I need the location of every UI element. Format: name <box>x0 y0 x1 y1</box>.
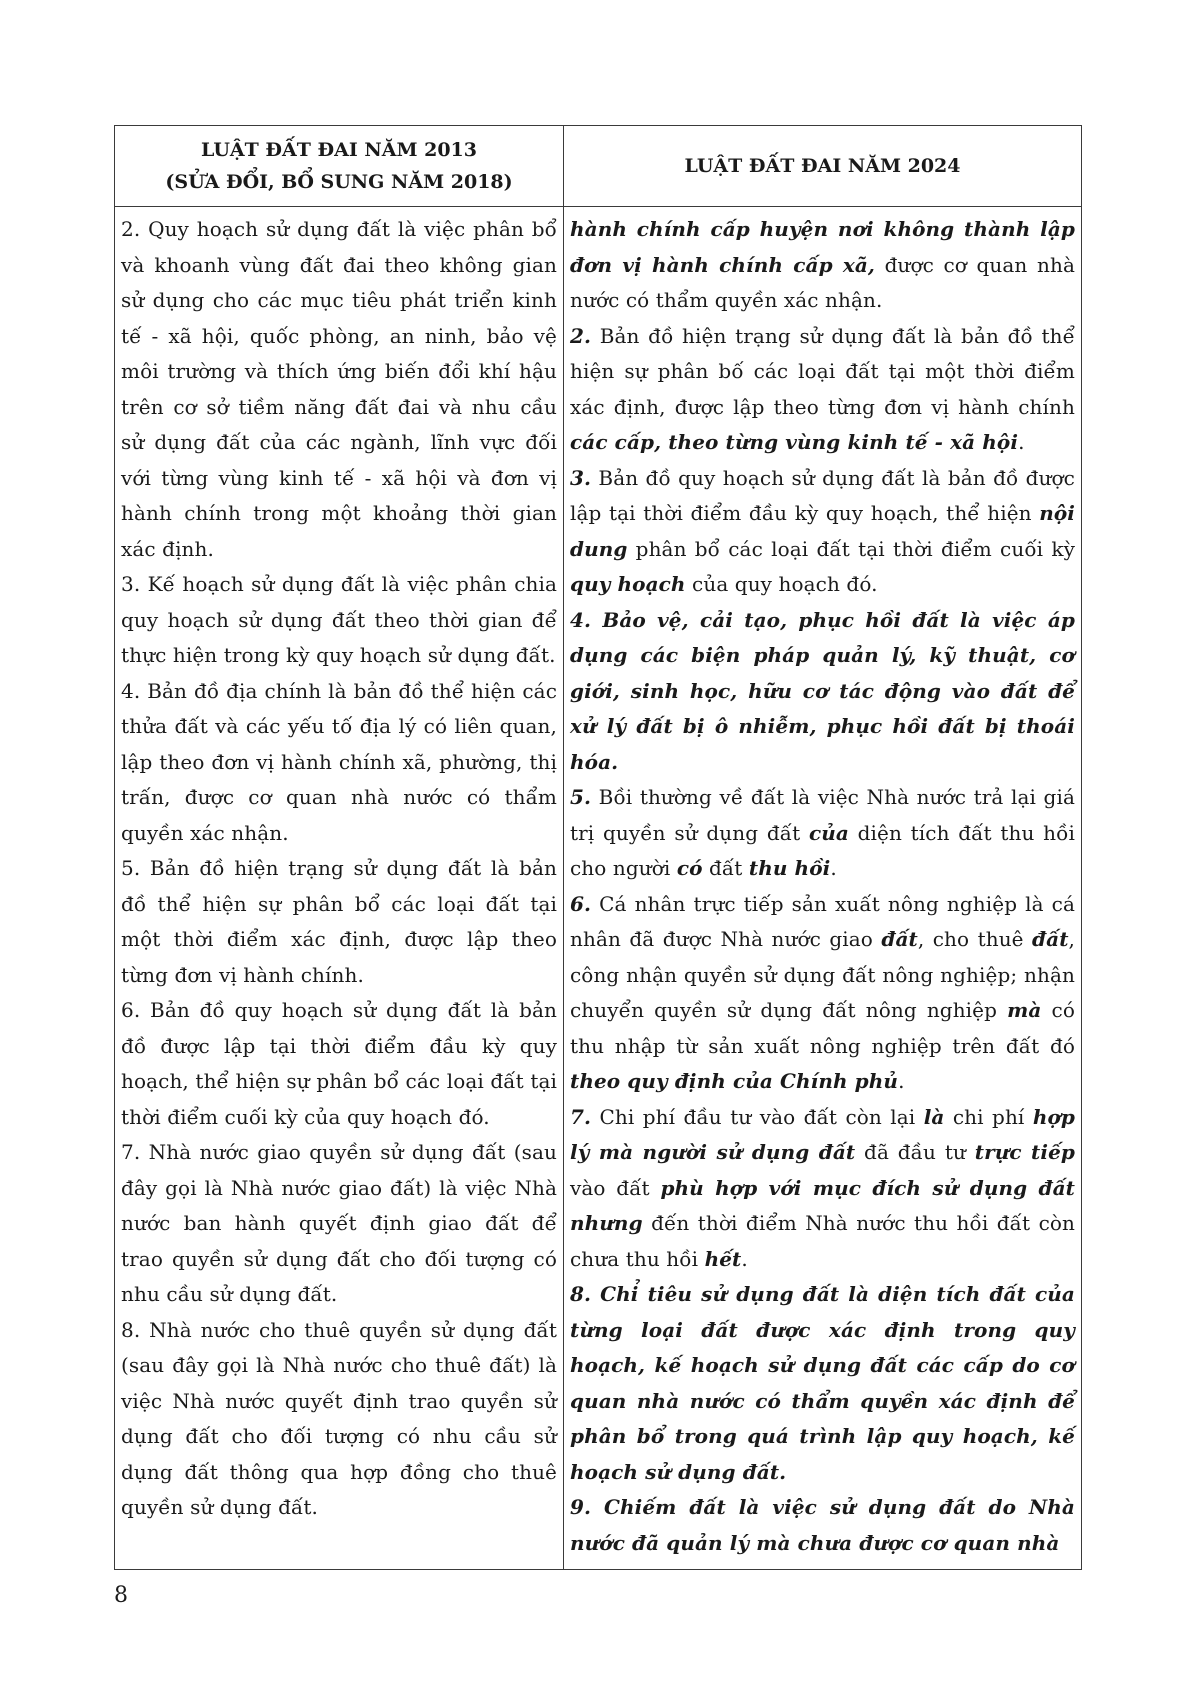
amended-text: quy hoạch <box>570 572 686 596</box>
paragraph-text: chi phí <box>944 1104 1033 1129</box>
law-2024-paragraph <box>570 1100 1075 1278</box>
amended-text: hết <box>704 1246 742 1271</box>
amended-text: 9. Chiếm đất là việc sử dụng đất do Nhà nước đã quản lý mà chưa được cơ quan nhà <box>570 1495 1075 1555</box>
law-2024-paragraph <box>570 780 1075 887</box>
law-2013-paragraph: 7. Nhà nước giao quyền sử dụng đất (sau đây gọi là Nhà nước giao đất) là việc Nhà nước ban hành quyết định giao đất để trao quyền sử dụng đất cho đối tượng có nhu cầu sử dụng đất. <box>121 1140 557 1306</box>
amended-text: trực tiếp <box>974 1140 1075 1164</box>
amended-text: phù hợp với mục đích sử dụng đất nhưng <box>570 1175 1076 1235</box>
paragraph-text: . <box>1018 430 1025 454</box>
amended-text: theo quy định của Chính phủ <box>570 1069 899 1093</box>
right-column-cell <box>564 207 1082 1570</box>
paragraph-text: Chi phí đầu tư vào đất còn lại <box>591 1104 924 1129</box>
paragraph-text: đến thời điểm Nhà nước thu hồi đất còn chưa thu hồi <box>570 1211 1075 1271</box>
law-2013-paragraph: 4. Bản đồ địa chính là bản đồ thể hiện các thửa đất và các yếu tố địa lý có liên quan, lập theo đơn vị hành chính xã, phường, thị trấn, được cơ quan nhà nước có thẩm quyền xác nhận. <box>121 678 557 845</box>
right-column-header <box>564 126 1082 207</box>
amended-text: hợp lý mà người sử dụng đất <box>570 1104 1075 1164</box>
amended-text: mà <box>1007 998 1042 1022</box>
left-header-title: LUẬT ĐẤT ĐAI NĂM 2013 <box>201 139 477 161</box>
paragraph-text: đất <box>702 856 749 880</box>
amended-text: thu hồi <box>748 856 831 880</box>
law-2013-paragraph: 6. Bản đồ quy hoạch sử dụng đất là bản đồ được lập tại thời điểm đầu kỳ quy hoạch, thể hiện sự phân bổ các loại đất tại thời điểm cuối kỳ của quy hoạch đó. <box>121 998 557 1129</box>
paragraph-text: Bản đồ quy hoạch sử dụng đất là bản đồ được lập tại thời điểm đầu kỳ quy hoạch, thể hiện <box>570 465 1075 525</box>
amended-text: 2. <box>570 323 592 348</box>
amended-text: hành chính cấp huyện nơi không thành lập đơn vị hành chính cấp xã, <box>570 217 1075 277</box>
paragraph-text: , cho thuê <box>917 927 1033 951</box>
amended-text: là <box>923 1104 945 1129</box>
law-2024-paragraph <box>570 319 1075 461</box>
page-number: 8 <box>114 1583 128 1608</box>
law-2013-paragraph: 3. Kế hoạch sử dụng đất là việc phân chia quy hoạch sử dụng đất theo thời gian để thực hiện trong kỳ quy hoạch sử dụng đất. <box>121 572 557 667</box>
paragraph-text: Bản đồ hiện trạng sử dụng đất là bản đồ thể hiện sự phân bố các loại đất tại một thời điểm xác định, được lập theo từng đơn vị hành chính <box>570 323 1075 419</box>
paragraph-text: diện tích đất thu hồi cho người <box>570 820 1075 880</box>
amended-text: có <box>676 856 703 880</box>
amended-text: của <box>808 820 849 845</box>
paragraph-text: , công nhận quyền sử dụng đất nông nghiệp; nhận chuyển quyền sử dụng đất nông nghiệp <box>570 927 1075 1022</box>
left-header-subtitle: (SỬA ĐỔI, BỔ SUNG NĂM 2018) <box>165 171 513 193</box>
amended-text: đất <box>881 927 918 951</box>
paragraph-text: đã đầu tư <box>855 1140 975 1164</box>
law-2013-text <box>121 212 557 1526</box>
law-2024-paragraph <box>570 887 1075 1100</box>
law-2013-paragraph: 2. Quy hoạch sử dụng đất là việc phân bổ và khoanh vùng đất đai theo không gian sử dụng cho các mục tiêu phát triển kinh tế - xã hội, quốc phòng, an ninh, bảo vệ môi trường và thích ứng biến đổi khí hậu trên cơ sở tiềm năng đất đai và nhu cầu sử dụng đất của các ngành, lĩnh vực đối với từng vùng kinh tế - xã hội và đơn vị hành chính trong một khoảng thời gian xác định. <box>121 217 557 561</box>
law-2024-text <box>570 212 1075 1561</box>
paragraph-text: . <box>830 856 837 880</box>
law-2024-paragraph <box>570 1490 1075 1561</box>
paragraph-text: được cơ quan nhà nước có thẩm quyền xác nhận. <box>570 252 1075 312</box>
paragraph-text: Cá nhân trực tiếp sản xuất nông nghiệp là cá nhân đã được Nhà nước giao <box>570 891 1075 951</box>
law-2024-paragraph <box>570 212 1075 319</box>
law-2024-paragraph <box>570 461 1075 603</box>
amended-text: 4. Bảo vệ, cải tạo, phục hồi đất là việc áp dụng các biện pháp quản lý, kỹ thuật, cơ giới, sinh học, hữu cơ tác động vào đất để xử lý đất bị ô nhiễm, phục hồi đất bị thoái hóa. <box>570 607 1075 774</box>
law-2013-paragraph: 5. Bản đồ hiện trạng sử dụng đất là bản đồ thể hiện sự phân bổ các loại đất tại một thời điểm xác định, được lập theo từng đơn vị hành chính. <box>121 856 557 987</box>
amended-text: nội dung <box>570 501 1075 561</box>
paragraph-text: . <box>898 1069 905 1093</box>
law-2013-paragraph: 8. Nhà nước cho thuê quyền sử dụng đất (sau đây gọi là Nhà nước cho thuê đất) là việc Nhà nước quyết định trao quyền sử dụng đất cho đối tượng có nhu cầu sử dụng đất thông qua hợp đồng cho thuê quyền sử dụng đất. <box>121 1317 557 1519</box>
amended-text: 5. <box>570 785 592 809</box>
law-2024-paragraph <box>570 603 1075 781</box>
left-column-cell <box>115 207 564 1570</box>
paragraph-text: vào đất <box>570 1175 661 1200</box>
right-header-title: LUẬT ĐẤT ĐAI NĂM 2024 <box>684 155 961 177</box>
paragraph-text: Bồi thường về đất là việc Nhà nước trả lại giá trị quyền sử dụng đất <box>570 785 1075 845</box>
paragraph-text: có thu nhập từ sản xuất nông nghiệp trên đất đó <box>570 998 1075 1058</box>
left-column-header <box>115 126 564 207</box>
amended-text: đất <box>1032 927 1069 951</box>
amended-text: 6. <box>570 891 592 916</box>
amended-text: 3. <box>570 465 592 490</box>
paragraph-text: phân bổ các loại đất tại thời điểm cuối kỳ <box>627 536 1075 561</box>
paragraph-text: của quy hoạch đó. <box>685 572 878 596</box>
law-2024-paragraph <box>570 1277 1075 1490</box>
amended-text: 7. <box>570 1104 592 1129</box>
comparison-table <box>114 125 1082 1570</box>
amended-text: các cấp, theo từng vùng kinh tế - xã hội <box>570 430 1019 454</box>
paragraph-text: . <box>741 1246 748 1271</box>
amended-text: 8. Chỉ tiêu sử dụng đất là diện tích đất của từng loại đất được xác định trong quy hoạch, kế hoạch sử dụng đất các cấp do cơ quan nhà nước có thẩm quyền xác định để phân bổ trong quá trình lập quy hoạch, kế hoạch sử dụng đất. <box>570 1282 1075 1484</box>
